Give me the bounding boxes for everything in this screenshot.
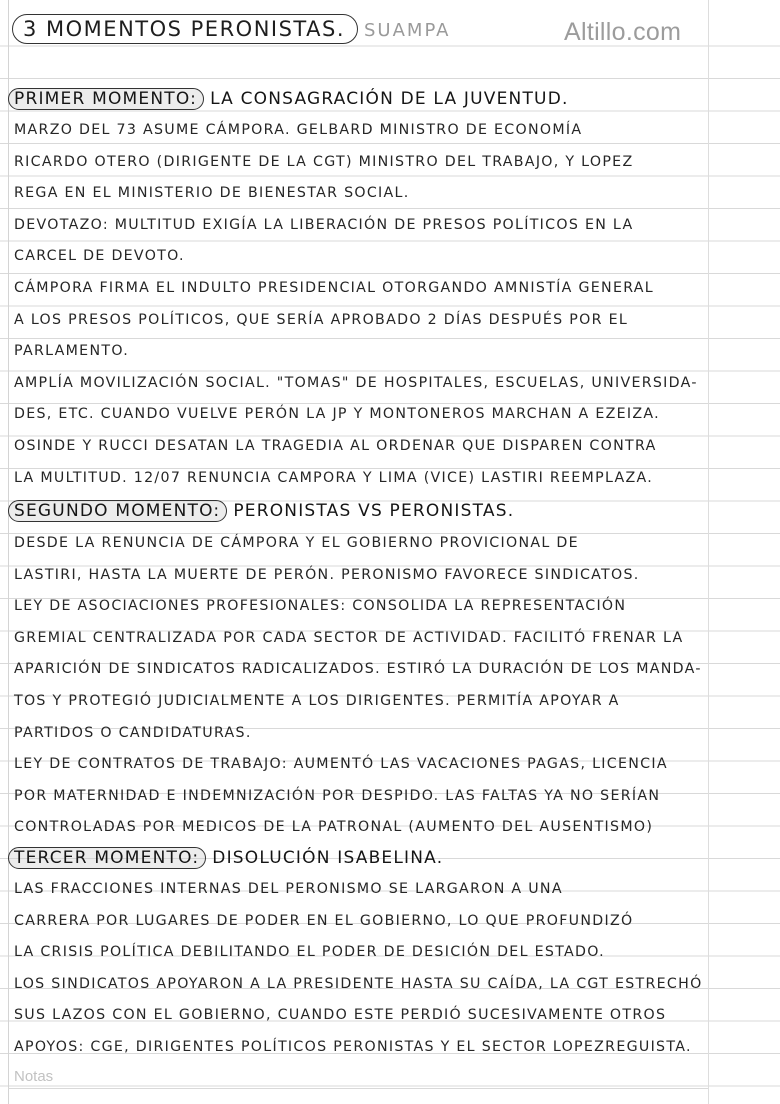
- section-heading: [8, 847, 443, 869]
- text-line: AMPLÍA MOVILIZACIÓN SOCIAL. "TOMAS" DE HOSPITALES, ESCUELAS, UNIVERSIDA-: [14, 374, 698, 391]
- text-line: POR MATERNIDAD E INDEMNIZACIÓN POR DESPIDO. LAS FALTAS YA NO SERÍAN: [14, 787, 661, 804]
- text-line: RICARDO OTERO (DIRIGENTE DE LA CGT) MINISTRO DEL TRABAJO, Y LOPEZ: [14, 153, 634, 170]
- section-subtitle: PERONISTAS VS PERONISTAS.: [233, 501, 515, 521]
- section-heading: [8, 500, 514, 522]
- text-line: TOS Y PROTEGIÓ JUDICIALMENTE A LOS DIRIGENTES. PERMITÍA APOYAR A: [14, 693, 620, 709]
- right-margin-line: [708, 0, 709, 1104]
- section-heading: [8, 88, 569, 110]
- text-line: PARLAMENTO.: [14, 343, 130, 360]
- notes-rule: [8, 1088, 708, 1089]
- text-line: LOS SINDICATOS APOYARON A LA PRESIDENTE HASTA SU CAÍDA, LA CGT ESTRECHÓ: [14, 975, 703, 992]
- text-line: LAS FRACCIONES INTERNAS DEL PERONISMO SE LARGARON A UNA: [14, 881, 563, 897]
- text-line: DESDE LA RENUNCIA DE CÁMPORA Y EL GOBIERNO PROVICIONAL DE: [14, 535, 579, 551]
- text-line: DEVOTAZO: MULTITUD EXIGÍA LA LIBERACIÓN DE PRESOS POLÍTICOS EN LA: [14, 216, 634, 233]
- watermark: Altillo.com: [564, 18, 682, 46]
- section-subtitle: LA CONSAGRACIÓN DE LA JUVENTUD.: [210, 89, 569, 109]
- page-title: 3 MOMENTOS PERONISTAS.: [12, 14, 358, 44]
- text-line: LASTIRI, HASTA LA MUERTE DE PERÓN. PERONISMO FAVORECE SINDICATOS.: [14, 566, 640, 583]
- text-line: PARTIDOS O CANDIDATURAS.: [14, 724, 252, 741]
- section-label: SEGUNDO MOMENTO:: [8, 500, 227, 522]
- text-line: REGA EN EL MINISTERIO DE BIENESTAR SOCIAL.: [14, 185, 410, 202]
- text-line: LA CRISIS POLÍTICA DEBILITANDO EL PODER DE DESICIÓN DEL ESTADO.: [14, 944, 605, 961]
- text-line: SUS LAZOS CON EL GOBIERNO, CUANDO ESTE PERDIÓ SUCESIVAMENTE OTROS: [14, 1007, 667, 1024]
- text-line: GREMIAL CENTRALIZADA POR CADA SECTOR DE ACTIVIDAD. FACILITÓ FRENAR LA: [14, 629, 684, 646]
- text-line: CÁMPORA FIRMA EL INDULTO PRESIDENCIAL OTORGANDO AMNISTÍA GENERAL: [14, 280, 655, 296]
- text-line: MARZO DEL 73 ASUME CÁMPORA. GELBARD MINISTRO DE ECONOMÍA: [14, 122, 583, 138]
- text-line: APARICIÓN DE SINDICATOS RADICALIZADOS. ESTIRÓ LA DURACIÓN DE LOS MANDA-: [14, 661, 702, 678]
- text-line: LEY DE CONTRATOS DE TRABAJO: AUMENTÓ LAS VACACIONES PAGAS, LICENCIA: [14, 756, 668, 773]
- text-line: APOYOS: CGE, DIRIGENTES POLÍTICOS PERONISTAS Y EL SECTOR LOPEZREGUISTA.: [14, 1039, 692, 1055]
- author-name: SUAMPA: [364, 20, 451, 41]
- text-line: A LOS PRESOS POLÍTICOS, QUE SERÍA APROBADO 2 DÍAS DESPUÉS POR EL: [14, 311, 629, 328]
- text-line: CARCEL DE DEVOTO.: [14, 248, 185, 265]
- section-label: PRIMER MOMENTO:: [8, 88, 204, 110]
- text-line: LEY DE ASOCIACIONES PROFESIONALES: CONSOLIDA LA REPRESENTACIÓN: [14, 598, 627, 615]
- text-line: LA MULTITUD. 12/07 RENUNCIA CAMPORA Y LIMA (VICE) LASTIRI REEMPLAZA.: [14, 469, 654, 486]
- text-line: CONTROLADAS POR MEDICOS DE LA PATRONAL (AUMENTO DEL AUSENTISMO): [14, 819, 654, 836]
- notes-label: Notas: [14, 1068, 54, 1085]
- section-label: TERCER MOMENTO:: [8, 847, 206, 869]
- text-line: CARRERA POR LUGARES DE PODER EN EL GOBIERNO, LO QUE PROFUNDIZÓ: [14, 912, 634, 929]
- margin-line: [8, 0, 9, 1104]
- section-subtitle: DISOLUCIÓN ISABELINA.: [212, 848, 444, 868]
- text-line: OSINDE Y RUCCI DESATAN LA TRAGEDIA AL ORDENAR QUE DISPAREN CONTRA: [14, 438, 657, 454]
- text-line: DES, ETC. CUANDO VUELVE PERÓN LA JP Y MONTONEROS MARCHAN A EZEIZA.: [14, 406, 660, 423]
